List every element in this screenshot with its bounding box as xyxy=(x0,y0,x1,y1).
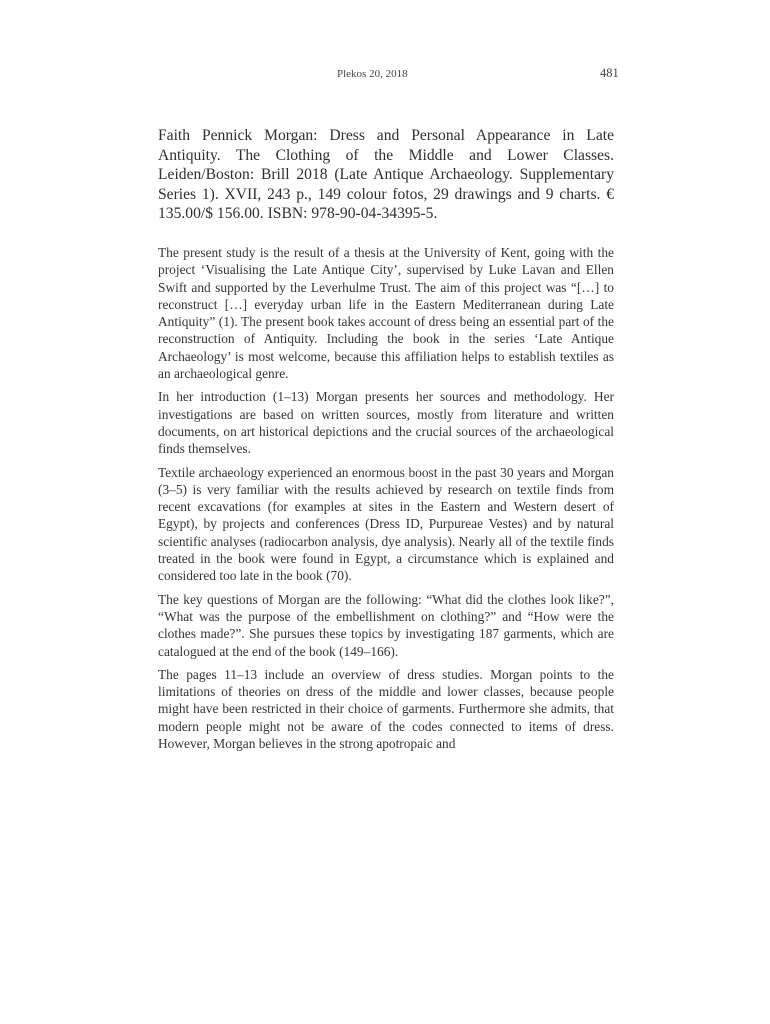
paragraph: The present study is the result of a thesis at the University of Kent, going with the project ‘Visualising the Late Antique City’, supervised by Luke Lavan and Ellen Swift and supported by the Leverhulme Trust. The aim of this project was “[…] to reconstruct […] everyday urban life in the Eastern Mediterranean during Late Antiquity” (1). The present book takes account of dress being an essential part of the reconstruction of Antiquity. Including the book in the series ‘Late Antique Archaeology’ is most welcome, because this affiliation helps to establish textiles as an archaeological genre. xyxy=(158,244,614,382)
paragraph: The key questions of Morgan are the following: “What did the clothes look like?”, “What was the purpose of the embellishment on clothing?” and “How were the clothes made?”. She pursues these topics by investigating 187 garments, which are catalogued at the end of the book (149–166). xyxy=(158,591,614,659)
journal-title: Plekos 20, 2018 xyxy=(337,68,408,80)
paragraph: In her introduction (1–13) Morgan presents her sources and methodology. Her investigations are based on written sources, mostly from literature and written documents, on art historical depictions and the crucial sources of the archaeological finds themselves. xyxy=(158,389,614,457)
page-number: 481 xyxy=(600,66,619,80)
paragraph: Textile archaeology experienced an enormous boost in the past 30 years and Morgan (3–5) is very familiar with the results achieved by research on textile finds from recent excavations (for examples at sites in the Eastern and Western desert of Egypt), by projects and conferences (Dress ID, Purpureae Vestes) and by natural scientific analyses (radiocarbon analysis, dye analysis). Nearly all of the textile finds treated in the book were found in Egypt, a circumstance which is explained and considered too late in the book (70). xyxy=(158,464,614,584)
page-body xyxy=(158,126,614,758)
paragraph: The pages 11–13 include an overview of dress studies. Morgan points to the limitations of theories on dress of the middle and lower classes, because people might have been restricted in their choice of garments. Furthermore she admits, that modern people might not be aware of the codes connected to items of dress. However, Morgan believes in the strong apotropaic and xyxy=(158,666,614,751)
review-heading: Faith Pennick Morgan: Dress and Personal Appearance in Late Antiquity. The Clothing of the Middle and Lower Classes. Leiden/Boston: Brill 2018 (Late Antique Archaeology. Supplementary Series 1). XVII, 243 p., 149 colour fotos, 29 drawings and 9 charts. € 135.00/$ 156.00. ISBN: 978-90-04-34395-5. xyxy=(158,127,614,223)
running-head xyxy=(0,66,770,86)
